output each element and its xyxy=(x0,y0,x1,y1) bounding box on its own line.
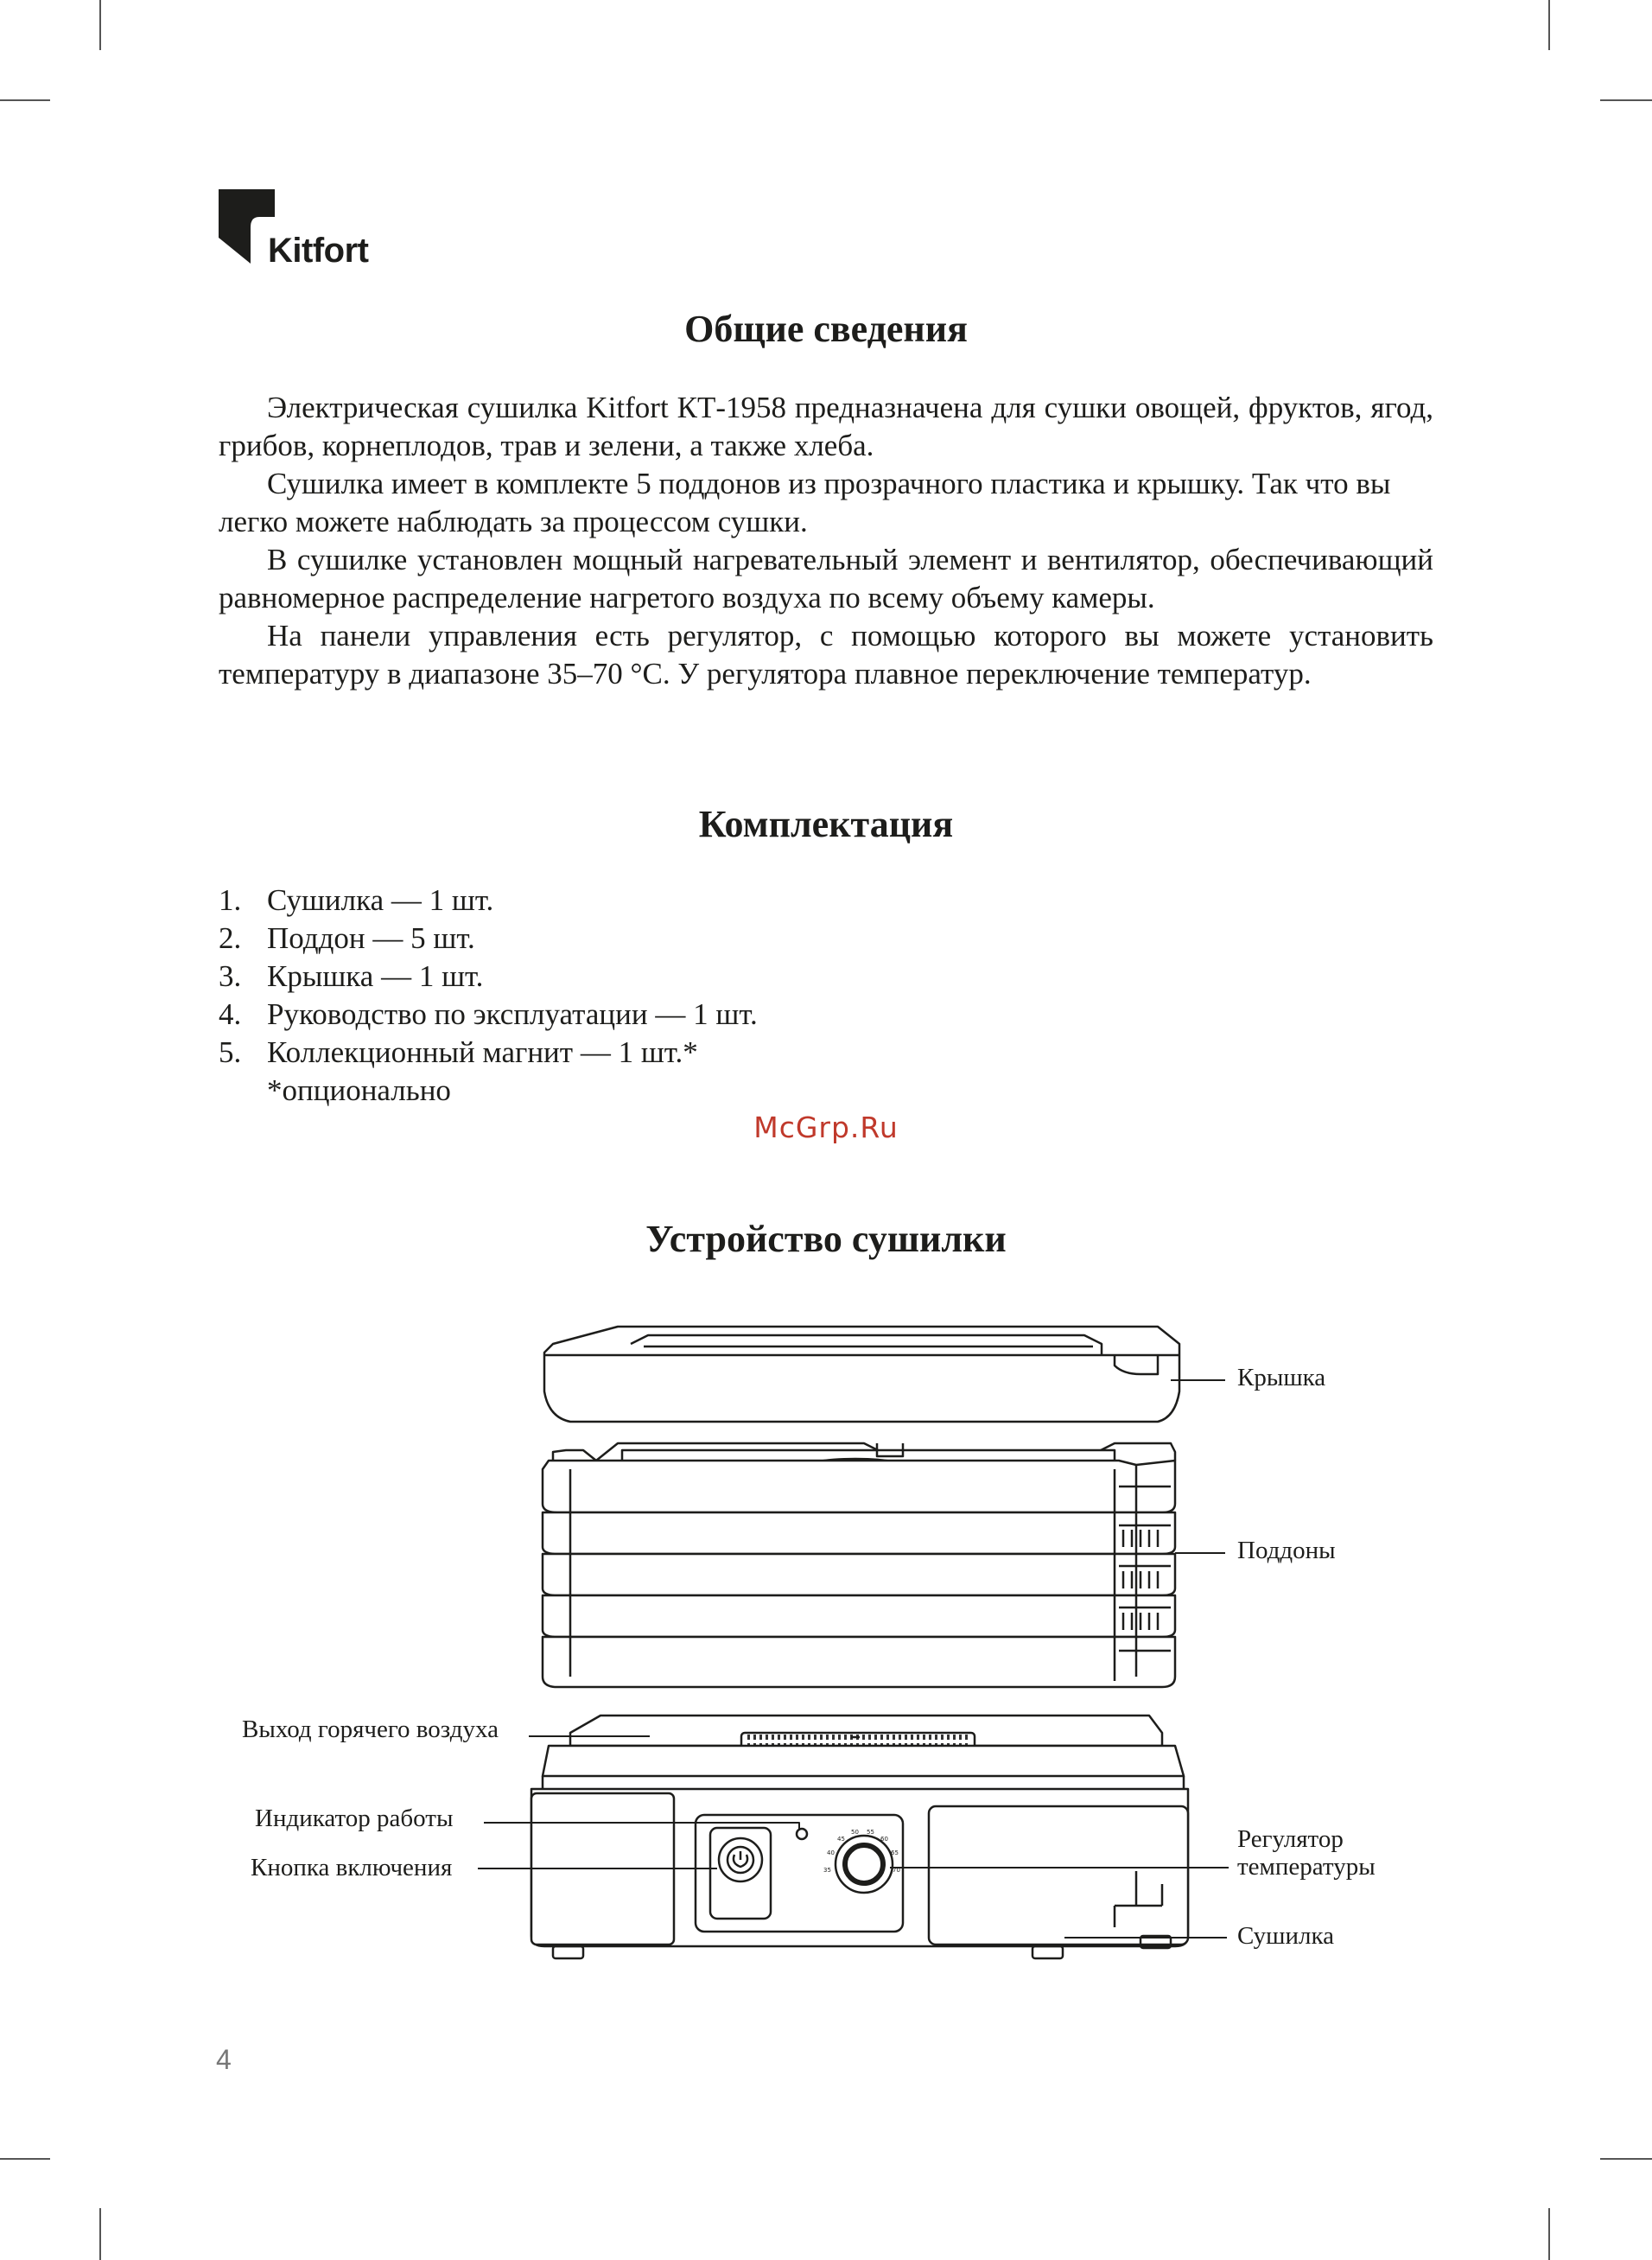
label-lid: Крышка xyxy=(1237,1364,1326,1391)
brand-name: Kitfort xyxy=(268,232,369,270)
dial-tick: 45 xyxy=(837,1836,845,1843)
paragraph: Сушилка имеет в комплекте 5 поддонов из прозрачного пластика и крышку. Так что вы легко можете наблюдать за процессом сушки. xyxy=(219,467,1391,538)
dial-tick: 35 xyxy=(823,1867,831,1874)
crop-mark xyxy=(1548,0,1550,50)
dryer-diagram xyxy=(0,1296,1652,1988)
crop-mark xyxy=(0,99,50,101)
paragraph: Электрическая сушилка Kitfort КТ-1958 предназначена для сушки овощей, фруктов, ягод, грибов, корнеплодов, трав и зелени, а также хлеба. xyxy=(219,391,1433,462)
section-title-package: Комплектация xyxy=(698,803,954,845)
watermark: McGrp.Ru xyxy=(753,1111,899,1144)
paragraph: В сушилке установлен мощный нагревательный элемент и вентилятор, обеспечивающий равномерное распределение нагретого воздуха по всему объему камеры. xyxy=(219,543,1433,614)
label-power-button: Кнопка включения xyxy=(251,1854,453,1881)
package-list xyxy=(219,882,758,1110)
list-item: 1. Сушилка — 1 шт. xyxy=(219,883,494,917)
dial-tick: 50 xyxy=(851,1829,859,1836)
optional-note: *опционально xyxy=(267,1073,451,1107)
section-title-device: Устройство сушилки xyxy=(645,1218,1007,1260)
label-hot-air-outlet: Выход горячего воздуха xyxy=(242,1716,499,1743)
crop-mark xyxy=(99,0,101,50)
crop-mark xyxy=(99,2208,101,2260)
dial-ticks xyxy=(825,1825,903,1903)
label-trays: Поддоны xyxy=(1237,1537,1336,1564)
crop-mark xyxy=(0,2158,50,2160)
crop-mark xyxy=(1600,2158,1652,2160)
page-number: 4 xyxy=(216,2044,232,2075)
dial-tick: 65 xyxy=(891,1849,899,1856)
dial-tick: 70 xyxy=(893,1867,900,1874)
list-item: 5. Коллекционный магнит — 1 шт.* xyxy=(219,1035,698,1069)
crop-mark xyxy=(1600,99,1652,101)
dial-tick: 40 xyxy=(827,1849,835,1856)
crop-mark xyxy=(1548,2208,1550,2260)
label-dryer: Сушилка xyxy=(1237,1922,1334,1950)
section-title-general: Общие сведения xyxy=(684,308,968,350)
list-item: 4. Руководство по эксплуатации — 1 шт. xyxy=(219,997,758,1031)
list-item: 3. Крышка — 1 шт. xyxy=(219,959,484,993)
lid-drawing xyxy=(544,1327,1179,1422)
paragraph: На панели управления есть регулятор, с помощью которого вы можете установить температуру в диапазоне 35–70 °C. У регулятора плавное переключение температур. xyxy=(219,619,1433,691)
list-item: 2. Поддон — 5 шт. xyxy=(219,921,475,955)
dial-tick: 60 xyxy=(880,1836,888,1843)
label-regulator: Регулятор температуры xyxy=(1237,1825,1376,1881)
general-text xyxy=(219,389,1433,693)
dial-tick: 55 xyxy=(867,1829,874,1836)
label-indicator: Индикатор работы xyxy=(255,1805,454,1832)
